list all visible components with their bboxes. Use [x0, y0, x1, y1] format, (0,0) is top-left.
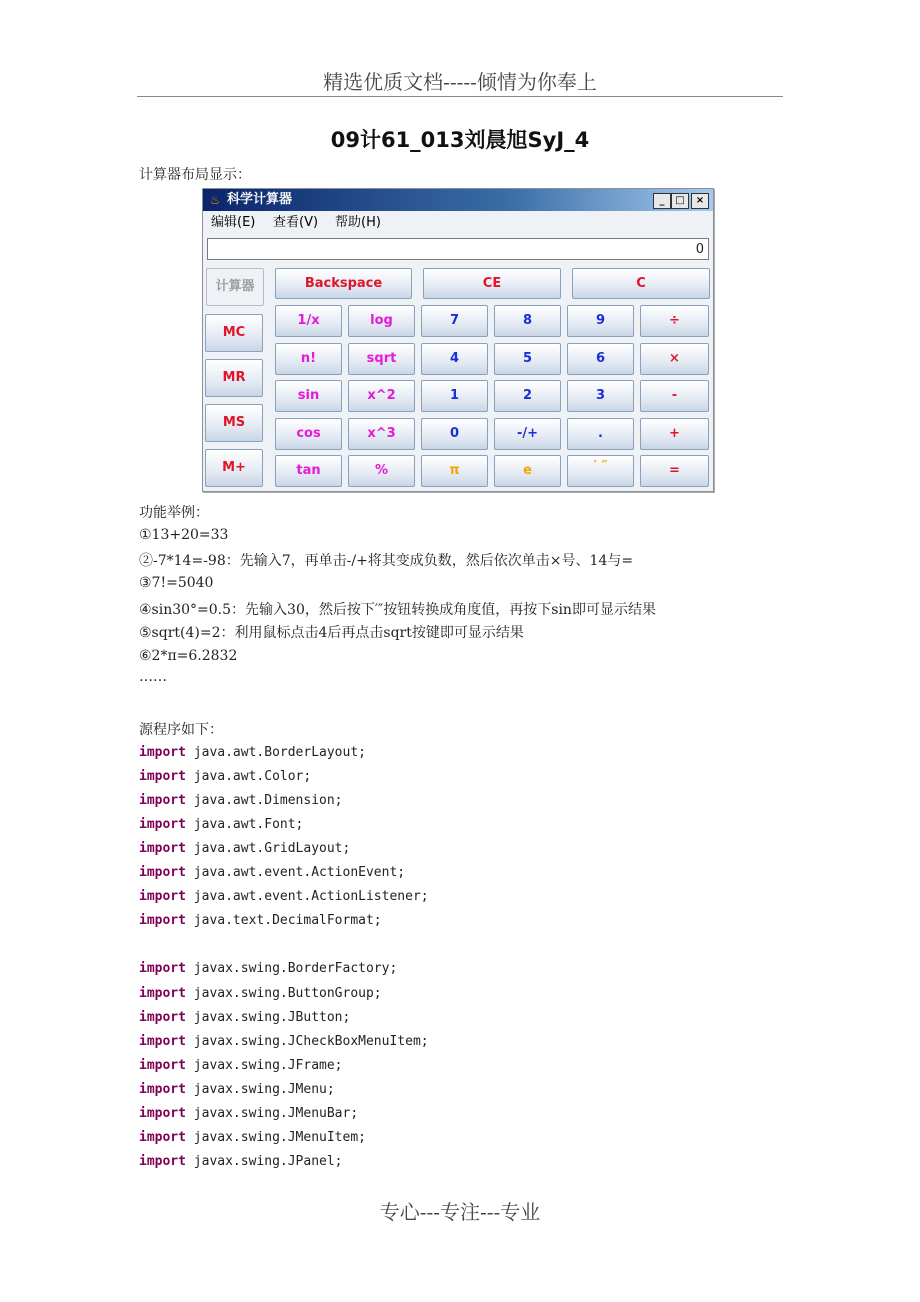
- digit-2-button[interactable]: 2: [494, 380, 561, 412]
- page-footer: 专心---专注---专业: [379, 1200, 541, 1224]
- code-keyword: import: [139, 841, 186, 856]
- degree-button[interactable]: ′ ″: [567, 455, 634, 487]
- code-text: javax.swing.BorderFactory;: [193, 961, 398, 976]
- source-heading: 源程序如下：: [139, 722, 223, 738]
- code-keyword: import: [139, 889, 186, 904]
- equals-button[interactable]: =: [640, 455, 709, 487]
- cos-button[interactable]: cos: [275, 418, 342, 450]
- multiply-button[interactable]: ×: [640, 343, 709, 375]
- digit-6-button[interactable]: 6: [567, 343, 634, 375]
- sqrt-button[interactable]: sqrt: [348, 343, 415, 375]
- tan-button[interactable]: tan: [275, 455, 342, 487]
- code-line: [139, 865, 405, 880]
- code-keyword: import: [139, 1082, 186, 1097]
- code-keyword: import: [139, 1034, 186, 1049]
- page-header: 精选优质文档-----倾情为你奉上: [137, 66, 783, 97]
- code-line: [139, 1106, 358, 1121]
- m-plus-button[interactable]: M+: [205, 449, 263, 487]
- digit-8-button[interactable]: 8: [494, 305, 561, 337]
- e-button[interactable]: e: [494, 455, 561, 487]
- code-line: [139, 913, 382, 928]
- code-line: [139, 961, 397, 976]
- digit-5-button[interactable]: 5: [494, 343, 561, 375]
- digit-9-button[interactable]: 9: [567, 305, 634, 337]
- ce-button[interactable]: CE: [423, 268, 561, 299]
- code-keyword: import: [139, 1154, 186, 1169]
- code-line: [139, 745, 366, 760]
- document-title: 09计61_013刘晨旭SyJ_4: [330, 128, 590, 152]
- code-text: java.awt.event.ActionListener;: [193, 889, 429, 904]
- code-keyword: import: [139, 793, 186, 808]
- code-line: [139, 1034, 429, 1049]
- calculator-window: [202, 188, 714, 492]
- digit-0-button[interactable]: 0: [421, 418, 488, 450]
- code-line: [139, 769, 311, 784]
- maximize-button[interactable]: □: [671, 193, 689, 209]
- log-button[interactable]: log: [348, 305, 415, 337]
- menu-view[interactable]: 查看(V): [273, 215, 319, 230]
- code-line: [139, 1082, 335, 1097]
- add-button[interactable]: +: [640, 418, 709, 450]
- code-line: [139, 986, 382, 1001]
- code-text: java.text.DecimalFormat;: [193, 913, 382, 928]
- divide-button[interactable]: ÷: [640, 305, 709, 337]
- digit-3-button[interactable]: 3: [567, 380, 634, 412]
- example-line: ⑥2*π=6.2832: [139, 648, 238, 664]
- mc-button[interactable]: MC: [205, 314, 263, 352]
- code-text: javax.swing.JFrame;: [193, 1058, 343, 1073]
- code-text: javax.swing.JCheckBoxMenuItem;: [193, 1034, 429, 1049]
- example-line: ①13+20=33: [139, 527, 229, 543]
- example-line: ③7!=5040: [139, 575, 214, 591]
- code-keyword: import: [139, 817, 186, 832]
- code-keyword: import: [139, 769, 186, 784]
- ms-button[interactable]: MS: [205, 404, 263, 442]
- code-keyword: import: [139, 745, 186, 760]
- percent-button[interactable]: %: [348, 455, 415, 487]
- code-text: javax.swing.JButton;: [193, 1010, 351, 1025]
- clear-button[interactable]: C: [572, 268, 710, 299]
- code-text: javax.swing.JPanel;: [193, 1154, 343, 1169]
- negate-button[interactable]: -/+: [494, 418, 561, 450]
- code-line: [139, 841, 350, 856]
- decimal-point-button[interactable]: .: [567, 418, 634, 450]
- cube-button[interactable]: x^3: [348, 418, 415, 450]
- example-line: ……: [139, 669, 167, 685]
- code-line: [139, 1154, 343, 1169]
- code-text: java.awt.Color;: [193, 769, 312, 784]
- layout-label: 计算器布局显示：: [139, 167, 251, 183]
- pi-button[interactable]: π: [421, 455, 488, 487]
- code-line: [139, 889, 429, 904]
- close-button[interactable]: ×: [691, 193, 709, 209]
- code-text: java.awt.BorderLayout;: [193, 745, 366, 760]
- minimize-button[interactable]: _: [653, 193, 671, 209]
- examples-heading: 功能举例：: [139, 505, 209, 521]
- factorial-button[interactable]: n!: [275, 343, 342, 375]
- code-line: [139, 793, 343, 808]
- code-line: [139, 1010, 350, 1025]
- code-text: javax.swing.ButtonGroup;: [193, 986, 382, 1001]
- calculator-titlebar: [203, 189, 713, 211]
- code-text: javax.swing.JMenu;: [193, 1082, 335, 1097]
- code-keyword: import: [139, 986, 186, 1001]
- square-button[interactable]: x^2: [348, 380, 415, 412]
- menu-help[interactable]: 帮助(H): [335, 215, 381, 230]
- code-text: java.awt.event.ActionEvent;: [193, 865, 406, 880]
- calculator-window-title: 科学计算器: [227, 192, 293, 207]
- digit-4-button[interactable]: 4: [421, 343, 488, 375]
- code-text: javax.swing.JMenuItem;: [193, 1130, 366, 1145]
- code-text: java.awt.Dimension;: [193, 793, 343, 808]
- code-text: java.awt.GridLayout;: [193, 841, 351, 856]
- backspace-button[interactable]: Backspace: [275, 268, 412, 299]
- example-line: ④sin30°=0.5：先输入30，然后按下′″按钮转换成角度值，再按下sin即可显示结果: [139, 602, 656, 618]
- mr-button[interactable]: MR: [205, 359, 263, 397]
- code-keyword: import: [139, 1058, 186, 1073]
- code-text: javax.swing.JMenuBar;: [193, 1106, 359, 1121]
- calculator-side-label: 计算器: [206, 268, 264, 306]
- menu-edit[interactable]: 编辑(E): [211, 215, 256, 230]
- code-line: [139, 1058, 343, 1073]
- example-line: ⑤sqrt(4)=2：利用鼠标点击4后再点击sqrt按键即可显示结果: [139, 625, 524, 641]
- code-keyword: import: [139, 913, 186, 928]
- code-keyword: import: [139, 1010, 186, 1025]
- code-text: java.awt.Font;: [193, 817, 304, 832]
- calculator-display: 0: [207, 238, 709, 260]
- code-keyword: import: [139, 1106, 186, 1121]
- code-keyword: import: [139, 961, 186, 976]
- reciprocal-button[interactable]: 1/x: [275, 305, 342, 337]
- code-keyword: import: [139, 865, 186, 880]
- sin-button[interactable]: sin: [275, 380, 342, 412]
- subtract-button[interactable]: -: [640, 380, 709, 412]
- digit-7-button[interactable]: 7: [421, 305, 488, 337]
- example-line: ②-7*14=-98：先输入7，再单击-/+将其变成负数，然后依次单击×号、14与=: [139, 553, 634, 569]
- calculator-menubar: [203, 211, 713, 235]
- java-cup-icon: ♨: [209, 193, 221, 207]
- code-line: [139, 1130, 366, 1145]
- digit-1-button[interactable]: 1: [421, 380, 488, 412]
- code-line: [139, 817, 303, 832]
- code-keyword: import: [139, 1130, 186, 1145]
